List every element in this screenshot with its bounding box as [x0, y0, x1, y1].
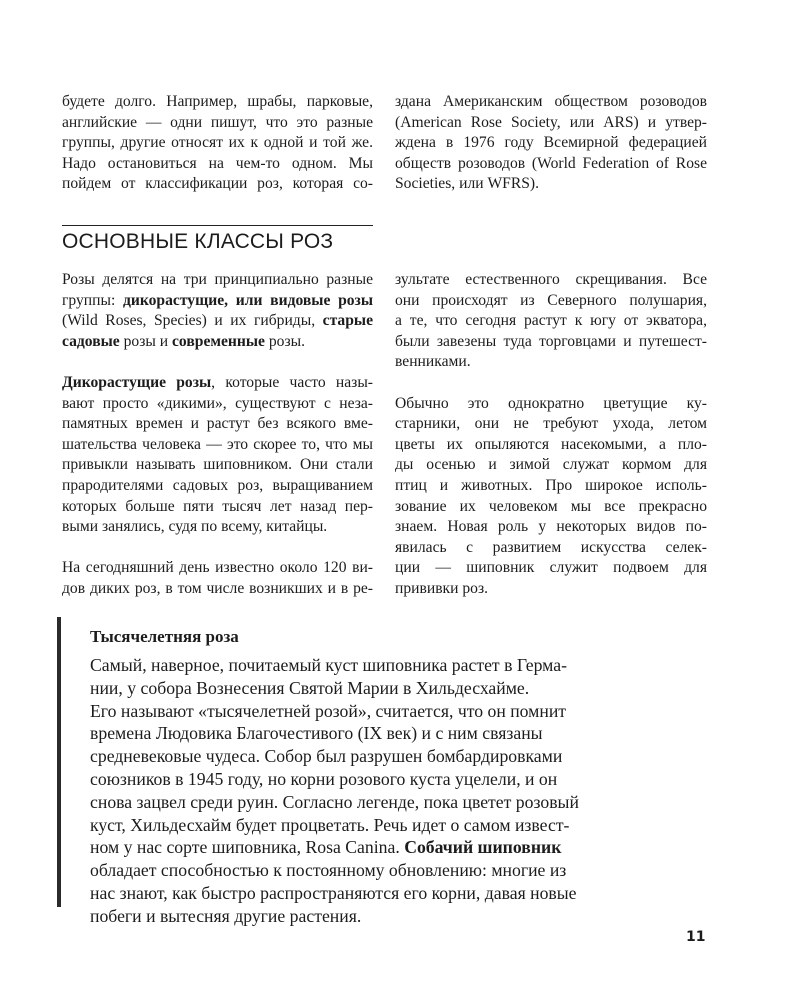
shrubs-paragraph	[395, 394, 707, 600]
sidebar-title: Тысячелетняя роза	[90, 627, 239, 646]
text-line: садовые розы и современные розы.	[62, 332, 306, 350]
text-line: Самый, наверное, почитаемый куст шиповника растет в Герма-	[90, 655, 567, 675]
text-line: обществ розоводов (World Federation of Rose	[395, 154, 707, 172]
text-line: Societies, или WFRS).	[395, 175, 540, 193]
text-line: памятных времен и растут без всякого вме-	[62, 415, 373, 433]
section-heading: ОСНОВНЫЕ КЛАССЫ РОЗ	[62, 230, 334, 253]
text-line: прививки роз.	[395, 579, 489, 597]
species-count-paragraph	[62, 558, 373, 599]
text-line: времена Людовика Благочестивого (IX век) и с ним связаны	[90, 723, 543, 744]
text-line: птиц и животных. Про широкое исполь-	[395, 476, 707, 494]
text-line: нас знают, как быстро распространяются его корни, давая новые	[90, 882, 577, 903]
text-line: (Wild Roses, Species) и их гибриды, старые	[62, 312, 373, 330]
text-line: знаем. Новая роль у некоторых видов по-	[395, 518, 707, 536]
top-left-paragraph	[62, 92, 373, 195]
origin-paragraph	[395, 270, 707, 373]
text-line: ном у нас сорте шиповника, Rosa Canina. Собачий шиповник	[90, 837, 562, 858]
sidebar-body	[90, 654, 646, 928]
text-line: средневековые чудеса. Собор был разрушен бомбардировками	[90, 746, 563, 767]
text-line: а те, что сегодня растут к югу от экватора,	[395, 312, 707, 330]
page-number: 11	[686, 929, 706, 945]
text-line: обладает способностью к постоянному обновлению: многие из	[90, 860, 567, 881]
text-line: которых больше пяти тысяч лет назад пер-	[62, 497, 373, 515]
intro-paragraph	[62, 270, 373, 352]
text-line: снова зацвел среди руин. Согласно легенде, пока цветет розовый	[90, 791, 579, 812]
text-line: явилась с развитием искусства селек-	[395, 538, 707, 556]
text-line: вают просто «дикими», существуют с неза-	[62, 394, 373, 412]
wild-roses-paragraph	[62, 373, 373, 538]
text-line: пойдем от классификации роз, которая со-	[62, 175, 373, 193]
text-line: На сегодняшний день известно около 120 ви-	[62, 559, 373, 577]
text-line: группы, другие относят их к одной и той же.	[62, 134, 373, 152]
text-line: венниками.	[395, 353, 471, 371]
text-line: (American Rose Society, или ARS) и утвер-	[395, 113, 707, 131]
text-line: Его называют «тысячелетней розой», считается, что он помнит	[90, 700, 567, 721]
text-line: зультате естественного скрещивания. Все	[395, 271, 707, 288]
text-line: были завезены туда торговцами и путешест-	[395, 332, 707, 350]
left-column	[62, 270, 373, 600]
text-line: Надо остановиться на чем-то одном. Мы	[62, 154, 373, 172]
text-line: побеги и вытесняя другие растения.	[90, 905, 362, 926]
text-line: старники, они не требуют ухода, летом	[395, 415, 707, 433]
text-line: куст, Хильдесхайм будет процветать. Речь идет о самом извест-	[90, 814, 570, 835]
text-line: ды осенью и зимой служат кормом для	[395, 456, 707, 474]
text-line: зование их человеком мы все прекрасно	[395, 497, 707, 515]
text-line: Обычно это однократно цветущие ку-	[395, 394, 707, 412]
section-divider	[62, 225, 373, 226]
text-line: ждена в 1976 году Всемирной федерацией	[395, 134, 707, 152]
right-column	[395, 270, 707, 600]
top-right-paragraph	[395, 92, 707, 195]
text-line: союзников в 1945 году, но корни розового куста уцелели, и он	[90, 768, 558, 789]
text-line: английские — одни пишут, что это разные	[62, 113, 373, 131]
text-line: Розы делятся на три принципиально разные	[62, 271, 373, 288]
text-line: они происходят из Северного полушария,	[395, 291, 707, 309]
text-line: шательства человека — это скорее то, что мы	[62, 435, 373, 453]
sidebar-accent-bar	[57, 617, 61, 907]
text-line: будете долго. Например, шрабы, парковые,	[62, 93, 373, 110]
text-line: прародителями садовых роз, выращиванием	[62, 476, 373, 494]
text-line: здана Американским обществом розоводов	[395, 93, 707, 110]
text-line: Дикорастущие розы, которые часто назы-	[62, 373, 373, 391]
text-line: дов диких роз, в том числе возникших и в ре-	[62, 579, 373, 597]
text-line: привыкли называть шиповником. Они стали	[62, 456, 373, 474]
text-line: цветы их опыляются насекомыми, а пло-	[395, 435, 707, 453]
text-line: группы: дикорастущие, или видовые розы	[62, 291, 373, 309]
text-line: нии, у собора Вознесения Святой Марии в Хильдесхайме.	[90, 677, 530, 698]
text-line: выми занялись, судя по всему, китайцы.	[62, 518, 328, 536]
text-line: ции — шиповник служит подвоем для	[395, 559, 707, 577]
